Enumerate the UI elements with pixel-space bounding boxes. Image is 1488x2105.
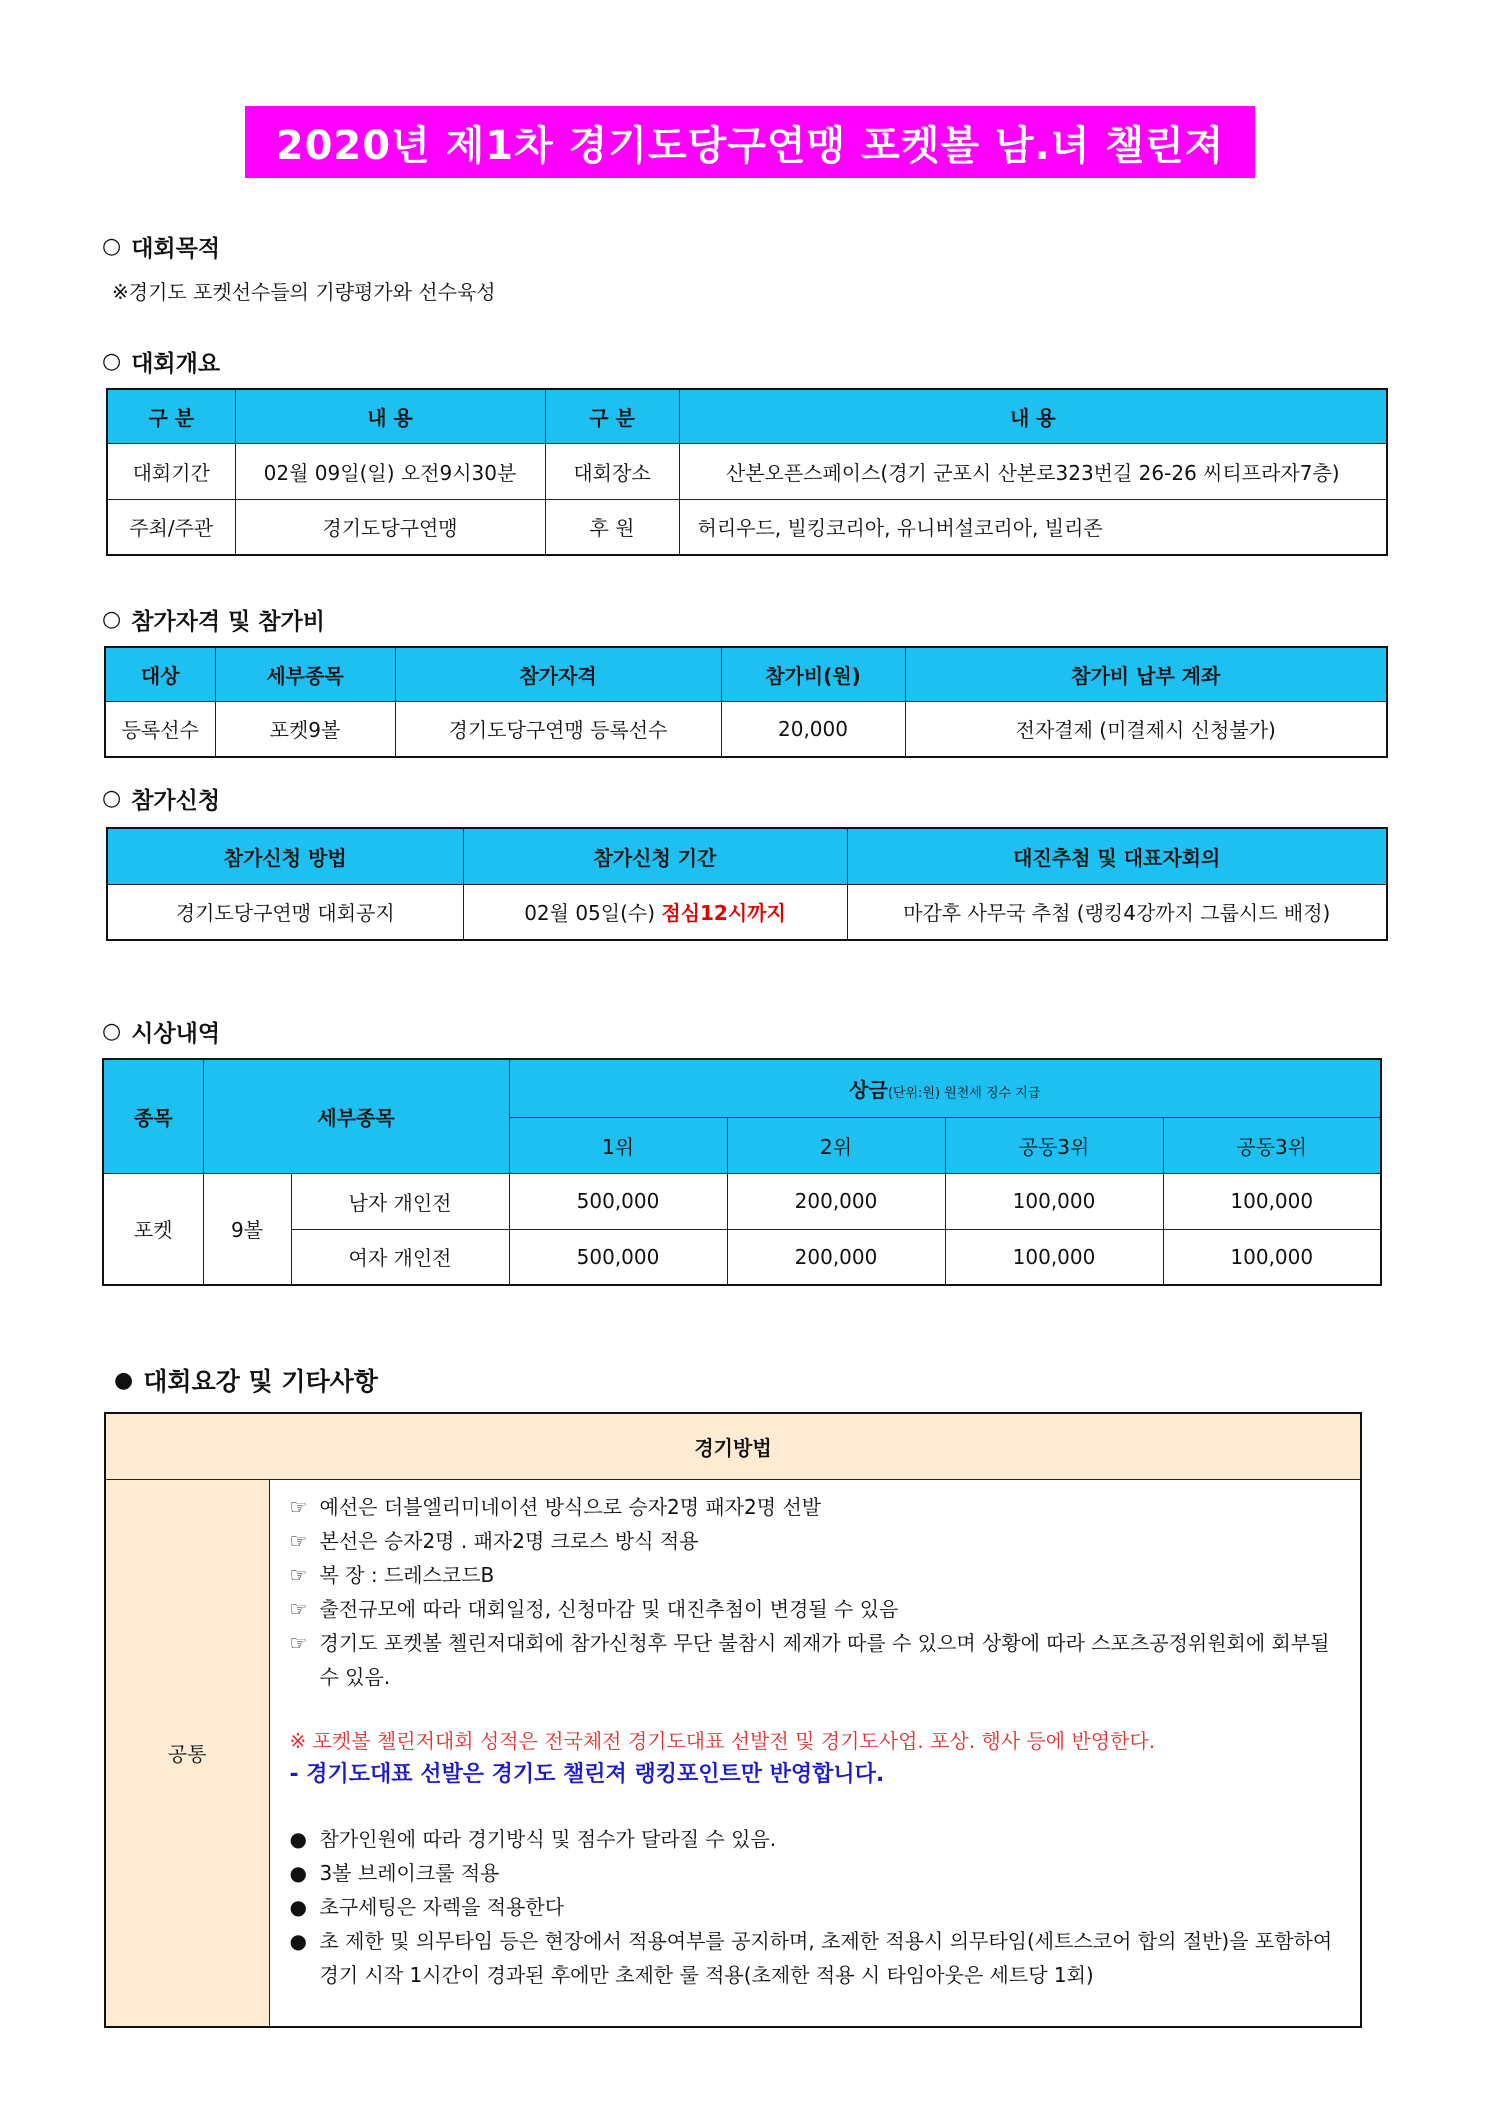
- section-heading: 대회요강 및 기타사항: [143, 1367, 378, 1396]
- rule-text: 출전규모에 따라 대회일정, 신청마감 및 대진추첨이 변경될 수 있음: [319, 1596, 899, 1621]
- section-overview: [102, 345, 220, 378]
- circle-icon: ○: [102, 786, 122, 811]
- eligibility-cell: 20,000: [721, 701, 905, 757]
- section-rules: [114, 1362, 378, 1398]
- black-circle-icon: ●: [114, 1367, 134, 1393]
- prize-rank: 공동3위: [945, 1117, 1163, 1173]
- eligibility-cell: 등록선수: [105, 701, 215, 757]
- eligibility-table: [104, 646, 1388, 758]
- rules-header: 경기방법: [105, 1413, 1361, 1479]
- application-method: 경기도당구연맹 대회공지: [107, 884, 463, 940]
- prize-header-detail: 세부종목: [203, 1059, 509, 1173]
- pointing-hand-icon: ☞: [289, 1630, 308, 1655]
- circle-icon: ○: [102, 349, 122, 374]
- pointing-hand-icon: ☞: [289, 1596, 308, 1621]
- prize-value: 100,000: [945, 1173, 1163, 1229]
- bullet-icon: ●: [289, 1894, 307, 1919]
- rule-text: 3볼 브레이크룰 적용: [319, 1860, 500, 1885]
- rule-text: 경기도 포켓볼 첼린저대회에 참가신청후 무단 불참시 제재가 따를 수 있으며 상황에 따라 스포츠공정위원회에 회부될 수 있음.: [319, 1630, 1330, 1689]
- overview-cell: 02월 09일(일) 오전9시30분: [235, 443, 545, 499]
- application-header: 참가신청 기간: [463, 828, 847, 884]
- rule-bullet: [290, 1822, 1337, 1856]
- rules-table: [104, 1412, 1362, 2028]
- section-prizes: [102, 1015, 220, 1048]
- section-heading: 시상내역: [131, 1021, 221, 1047]
- section-heading: 대회목적: [131, 236, 221, 262]
- application-header: 참가신청 방법: [107, 828, 463, 884]
- pointing-hand-icon: ☞: [289, 1494, 308, 1519]
- pointing-hand-icon: ☞: [289, 1528, 308, 1553]
- circle-icon: ○: [102, 234, 122, 259]
- rule-item: [290, 1490, 1337, 1524]
- bullet-icon: ●: [289, 1928, 307, 1953]
- application-draw: 마감후 사무국 추첨 (랭킹4강까지 그룹시드 배정): [847, 884, 1387, 940]
- eligibility-header: 참가비(원): [721, 647, 905, 701]
- red-note: ※ 포켓볼 첼린저대회 성적은 전국체전 경기도대표 선발전 및 경기도사업. 포상. 행사 등에 반영한다.: [289, 1728, 1156, 1753]
- section-application: [102, 782, 220, 815]
- rule-item: [290, 1592, 1337, 1626]
- rule-bullet: [290, 1924, 1337, 1992]
- period-deadline: 점심12시까지: [661, 901, 786, 926]
- circle-icon: ○: [102, 1019, 122, 1044]
- rule-text: 복 장 : 드레스코드B: [319, 1562, 495, 1587]
- prize-rank: 1위: [509, 1117, 727, 1173]
- overview-cell: 후 원: [545, 499, 679, 555]
- eligibility-cell: 전자결제 (미결제시 신청불가): [905, 701, 1387, 757]
- rule-bullet: [290, 1856, 1337, 1890]
- prize-sub-event: 9볼: [203, 1173, 291, 1285]
- eligibility-header: 참가비 납부 계좌: [905, 647, 1387, 701]
- overview-cell: 산본오픈스페이스(경기 군포시 산본로323번길 26-26 씨티프라자7층): [679, 443, 1387, 499]
- section-heading: 참가자격 및 참가비: [131, 609, 325, 635]
- eligibility-header: 대상: [105, 647, 215, 701]
- section-heading: 참가신청: [131, 788, 221, 814]
- application-header: 대진추첨 및 대표자회의: [847, 828, 1387, 884]
- rule-text: 초 제한 및 의무타임 등은 현장에서 적용여부를 공지하며, 초제한 적용시 의무타임(세트스코어 합의 절반)을 포함하여 경기 시작 1시간이 경과된 후에만 초제한 룰 적용(초제한 적용 시 타임아웃은 세트당 1회): [319, 1928, 1333, 1987]
- prize-event: 포켓: [103, 1173, 203, 1285]
- overview-table: [106, 388, 1388, 556]
- prize-value: 500,000: [509, 1173, 727, 1229]
- application-period: [463, 884, 847, 940]
- eligibility-cell: 경기도당구연맹 등록선수: [395, 701, 721, 757]
- rule-text: 예선은 더블엘리미네이션 방식으로 승자2명 패자2명 선발: [319, 1494, 822, 1519]
- rule-text: 본선은 승자2명 . 패자2명 크로스 방식 적용: [319, 1528, 699, 1553]
- overview-cell: 허리우드, 빌킹코리아, 유니버설코리아, 빌리존: [679, 499, 1387, 555]
- prize-sub-label: (단위:원) 원천세 징수 지급: [887, 1085, 1041, 1101]
- overview-header: 내 용: [679, 389, 1387, 443]
- overview-header: 구 분: [545, 389, 679, 443]
- rules-body: [269, 1479, 1361, 2027]
- overview-header: 내 용: [235, 389, 545, 443]
- rule-item: [290, 1558, 1337, 1592]
- bullet-icon: ●: [289, 1826, 307, 1851]
- section-purpose: [102, 230, 220, 263]
- overview-cell: 주최/주관: [107, 499, 235, 555]
- rule-item: [290, 1626, 1337, 1694]
- circle-icon: ○: [102, 607, 122, 632]
- prize-label: 상금: [849, 1077, 888, 1102]
- rules-row-label: 공통: [105, 1479, 269, 2027]
- period-date: 02월 05일(수): [524, 901, 662, 926]
- application-table: [106, 827, 1388, 941]
- rule-bullet: [290, 1890, 1337, 1924]
- prize-row-name: 남자 개인전: [291, 1173, 509, 1229]
- prize-row-name: 여자 개인전: [291, 1229, 509, 1285]
- overview-header: 구 분: [107, 389, 235, 443]
- bullet-icon: ●: [289, 1860, 307, 1885]
- overview-cell: 대회기간: [107, 443, 235, 499]
- overview-cell: 경기도당구연맹: [235, 499, 545, 555]
- section-heading: 대회개요: [131, 351, 221, 377]
- overview-cell: 대회장소: [545, 443, 679, 499]
- prize-table: [102, 1058, 1382, 1286]
- pointing-hand-icon: ☞: [289, 1562, 308, 1587]
- rule-text: 초구세팅은 자렉을 적용한다: [319, 1894, 565, 1919]
- rule-item: [290, 1524, 1337, 1558]
- prize-header-event: 종목: [103, 1059, 203, 1173]
- section-eligibility: [102, 603, 325, 636]
- prize-header-money: [509, 1059, 1381, 1117]
- prize-value: 100,000: [945, 1229, 1163, 1285]
- purpose-text: ※경기도 포켓선수들의 기량평가와 선수육성: [112, 280, 496, 304]
- eligibility-header: 세부종목: [215, 647, 395, 701]
- blue-note: - 경기도대표 선발은 경기도 챌린져 랭킹포인트만 반영합니다.: [289, 1761, 885, 1787]
- prize-value: 500,000: [509, 1229, 727, 1285]
- prize-value: 200,000: [727, 1173, 945, 1229]
- page-title: 2020년 제1차 경기도당구연맹 포켓볼 남.녀 챌린져: [245, 106, 1255, 178]
- prize-rank: 공동3위: [1163, 1117, 1381, 1173]
- prize-value: 100,000: [1163, 1173, 1381, 1229]
- prize-value: 200,000: [727, 1229, 945, 1285]
- eligibility-cell: 포켓9볼: [215, 701, 395, 757]
- rule-text: 참가인원에 따라 경기방식 및 점수가 달라질 수 있음.: [319, 1826, 777, 1851]
- prize-rank: 2위: [727, 1117, 945, 1173]
- eligibility-header: 참가자격: [395, 647, 721, 701]
- prize-value: 100,000: [1163, 1229, 1381, 1285]
